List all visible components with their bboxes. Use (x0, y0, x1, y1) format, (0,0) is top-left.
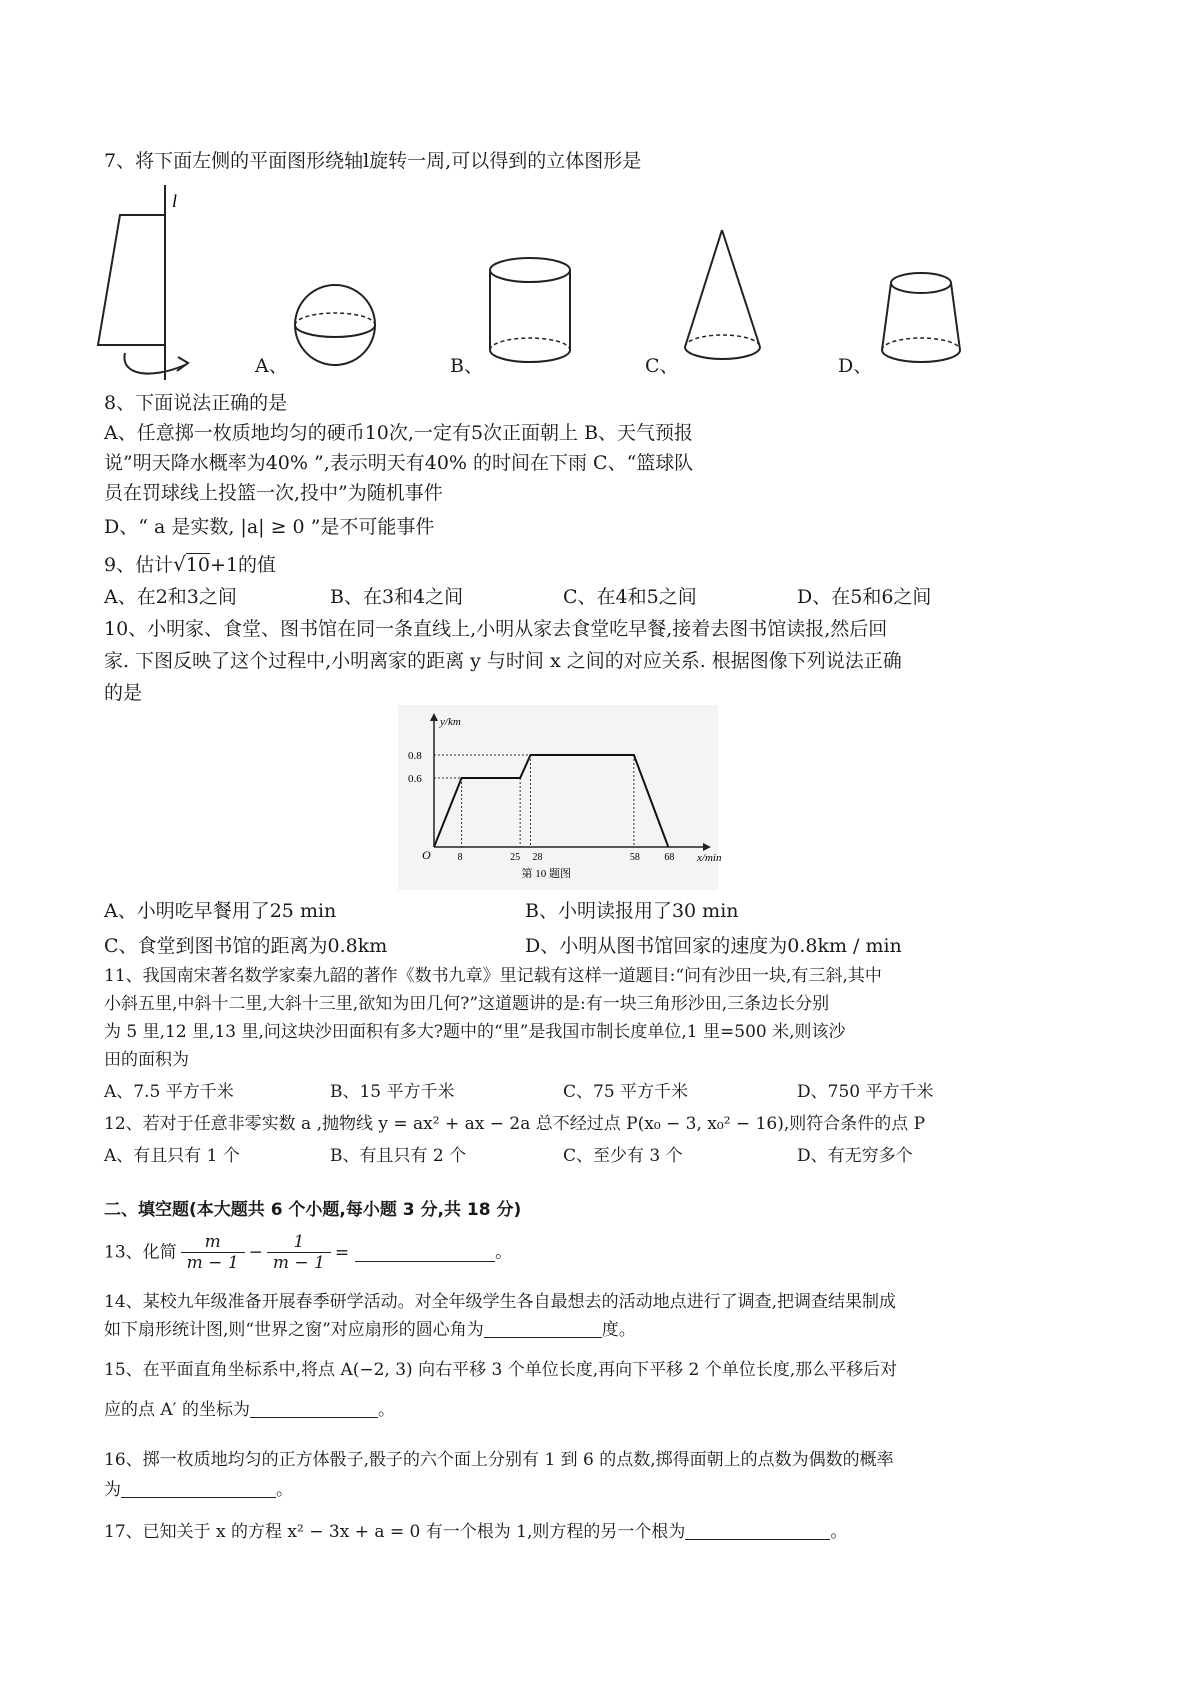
q9-stem-prefix: 9、估计 (104, 554, 174, 576)
q12-option-c[interactable]: C、至少有 3 个 (563, 1146, 683, 1166)
q11-line-1: 11、我国南宋著名数学家秦九韶的著作《数书九章》里记载有这样一道题目:“问有沙田一块,有三斜,其中 (104, 966, 882, 986)
q9-option-c[interactable]: C、在4和5之间 (563, 586, 697, 608)
q13-fraction-2: $\frac{1}{m - 1}$ (267, 1232, 331, 1274)
q11-option-a[interactable]: A、7.5 平方千米 (104, 1082, 234, 1102)
x-axis-label: x/min (697, 852, 722, 864)
x-axis-arrow (703, 843, 711, 851)
q10-option-c[interactable]: C、食堂到图书馆的距离为0.8km (104, 935, 388, 957)
q8-line-2: 说”明天降水概率为40% ”,表示明天有40% 的时间在下雨 C、“篮球队 (104, 452, 694, 474)
cone-figure (685, 230, 760, 359)
q7-option-c[interactable]: C、 (645, 355, 679, 377)
q10-option-a[interactable]: A、小明吃早餐用了25 min (104, 900, 337, 922)
q7-option-d[interactable]: D、 (838, 355, 873, 377)
q12-option-a[interactable]: A、有且只有 1 个 (104, 1146, 240, 1166)
q10-chart (398, 705, 722, 890)
q11-line-3: 为 5 里,12 里,13 里,问这块沙田面积有多大?题中的“里”是我国市制长度单位,1 里=500 米,则该沙 (104, 1022, 846, 1042)
q10-line-1: 10、小明家、食堂、图书馆在同一条直线上,小明从家去食堂吃早餐,接着去图书馆读报,然后回 (104, 618, 888, 640)
q14-line-2-prefix: 如下扇形统计图,则“世界之窗”对应扇形的圆心角为 (104, 1320, 484, 1340)
q15-line-1: 15、在平面直角坐标系中,将点 A(−2, 3) 向右平移 3 个单位长度,再向下平移 2 个单位长度,那么平移后对 (104, 1360, 898, 1380)
q16-line-2-suffix: 。 (276, 1480, 293, 1500)
q16-line-2 (104, 1480, 293, 1500)
q14-line-2 (104, 1320, 636, 1340)
q13-answer-blank[interactable] (355, 1244, 495, 1262)
chart-title: 第 10 题图 (521, 868, 571, 880)
y-tick-label: 0.6 (408, 773, 422, 785)
q8-stem: 8、下面说法正确的是 (104, 392, 288, 414)
q11-line-4: 田的面积为 (104, 1050, 189, 1070)
q15-line-2-suffix: 。 (377, 1400, 395, 1420)
q9-option-d[interactable]: D、在5和6之间 (797, 586, 932, 608)
sqrt-icon: √ (173, 552, 186, 576)
q9-option-a[interactable]: A、在2和3之间 (104, 586, 237, 608)
origin-label: O (422, 848, 431, 862)
q7-stem: 7、将下面左侧的平面图形绕轴l旋转一周,可以得到的立体图形是 (104, 150, 642, 172)
axis-label: l (172, 191, 178, 211)
y-tick-label: 0.8 (408, 750, 422, 762)
x-tick-label: 25 (510, 852, 521, 863)
q15-answer-blank[interactable] (250, 1400, 378, 1418)
frustum-figure (882, 273, 960, 362)
q8-line-1: A、任意掷一枚质地均匀的硬币10次,一定有5次正面朝上 B、天气预报 (104, 422, 694, 444)
q14-line-2-suffix: 度。 (601, 1320, 636, 1340)
q7-option-a[interactable]: A、 (255, 355, 288, 377)
q17 (104, 1522, 847, 1542)
q10-line-2: 家. 下图反映了这个过程中,小明离家的距离 y 与时间 x 之间的对应关系. 根据图像下列说法正确 (104, 650, 902, 672)
q13-fraction-1: $\frac{m}{m - 1}$ (181, 1232, 245, 1274)
q8-line-4: D、“ a 是实数, |a| ≥ 0 ”是不可能事件 (104, 516, 435, 538)
q13-equals: = (334, 1242, 350, 1263)
section-2-title: 二、填空题(本大题共 6 个小题,每小题 3 分,共 18 分) (104, 1200, 522, 1220)
cylinder-figure (490, 258, 570, 362)
q12-stem: 12、若对于任意非零实数 a ,抛物线 y = ax² + ax − 2a 总不经过点 P(x₀ − 3, x₀² − 16),则符合条件的点 P (104, 1114, 926, 1134)
q13-minus: − (248, 1242, 263, 1263)
x-tick-label: 8 (457, 852, 463, 863)
q15-line-2-prefix: 应的点 A′ 的坐标为 (104, 1400, 250, 1420)
q13-suffix: 。 (495, 1242, 513, 1263)
y-axis-label: y/km (440, 716, 461, 728)
q16-line-2-prefix: 为 (104, 1480, 121, 1500)
x-tick-label: 28 (532, 852, 543, 863)
series-line (434, 755, 668, 847)
q14-line-1: 14、某校九年级准备开展春季研学活动。对全年级学生各自最想去的活动地点进行了调查,把调查结果制成 (104, 1292, 897, 1312)
q16-answer-blank[interactable] (121, 1480, 276, 1498)
q15-line-2 (104, 1400, 395, 1420)
q10-option-d[interactable]: D、小明从图书馆回家的速度为0.8km / min (525, 935, 902, 957)
sphere-figure (295, 285, 375, 365)
q12-option-b[interactable]: B、有且只有 2 个 (330, 1146, 467, 1166)
q11-option-b[interactable]: B、15 平方千米 (330, 1082, 455, 1102)
q16-line-1: 16、掷一枚质地均匀的正方体骰子,骰子的六个面上分别有 1 到 6 的点数,掷得面朝上的点数为偶数的概率 (104, 1450, 894, 1470)
q17-prefix: 17、已知关于 x 的方程 x² − 3x + a = 0 有一个根为 1,则方程的另一个根为 (104, 1522, 686, 1542)
q9-stem-suffix: +1的值 (210, 554, 277, 576)
q10-line-3: 的是 (104, 682, 143, 704)
q8-line-3: 员在罚球线上投篮一次,投中”为随机事件 (104, 482, 443, 504)
q17-answer-blank[interactable] (685, 1522, 830, 1540)
q7-figures (0, 185, 1200, 425)
q13-prefix: 13、化简 (104, 1242, 177, 1263)
q9-radical: 10 (185, 554, 211, 576)
q17-suffix: 。 (830, 1522, 848, 1542)
q14-answer-blank[interactable] (484, 1320, 602, 1338)
q7-option-b[interactable]: B、 (450, 355, 483, 377)
q11-option-d[interactable]: D、750 平方千米 (797, 1082, 934, 1102)
q11-line-2: 小斜五里,中斜十二里,大斜十三里,欲知为田几何?”这道题讲的是:有一块三角形沙田,三条边长分别 (104, 994, 830, 1014)
q10-option-b[interactable]: B、小明读报用了30 min (525, 900, 739, 922)
q9-option-b[interactable]: B、在3和4之间 (330, 586, 464, 608)
q9-stem (104, 552, 276, 577)
q13 (104, 1232, 512, 1274)
x-tick-label: 68 (664, 852, 675, 863)
x-tick-label: 58 (629, 852, 640, 863)
q11-option-c[interactable]: C、75 平方千米 (563, 1082, 689, 1102)
q12-option-d[interactable]: D、有无穷多个 (797, 1146, 913, 1166)
trapezoid-axis-figure (98, 185, 188, 380)
y-axis-arrow (430, 713, 438, 721)
